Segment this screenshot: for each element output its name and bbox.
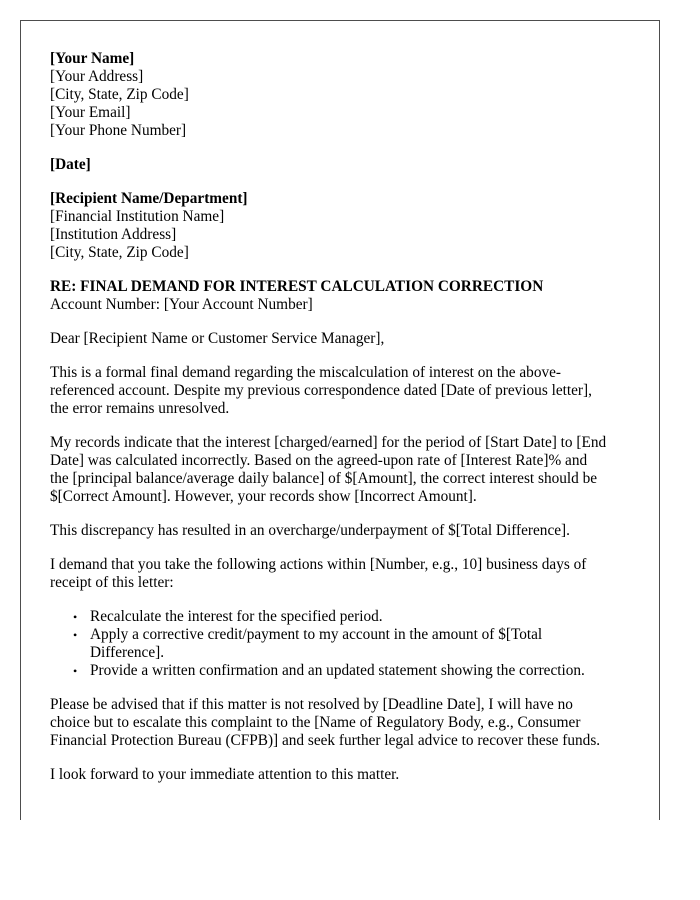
date-block bbox=[50, 156, 640, 174]
paragraph-demand bbox=[50, 556, 640, 592]
bullet-icon: • bbox=[73, 664, 78, 678]
paragraph-line: Financial Protection Bureau (CFPB)] and seek further legal advice to recover these funds. bbox=[50, 732, 601, 749]
account-number: Account Number: [Your Account Number] bbox=[50, 296, 313, 313]
paragraph-line: receipt of this letter: bbox=[50, 574, 174, 591]
letter-content bbox=[50, 50, 640, 784]
sender-email: [Your Email] bbox=[50, 104, 131, 121]
paragraph-line: Date] was calculated incorrectly. Based on the agreed-upon rate of [Interest Rate]% and bbox=[50, 452, 588, 469]
sender-block bbox=[50, 50, 640, 140]
paragraph-line: the [principal balance/average daily balance] of $[Amount], the correct interest should be bbox=[50, 470, 598, 487]
sender-name: [Your Name] bbox=[50, 50, 135, 67]
list-item-line: Recalculate the interest for the specified period. bbox=[90, 608, 383, 625]
salutation: Dear [Recipient Name or Customer Service Manager], bbox=[50, 330, 385, 347]
bullet-icon: • bbox=[73, 610, 78, 624]
sender-address: [Your Address] bbox=[50, 68, 144, 85]
list-item-line: Difference]. bbox=[90, 644, 165, 661]
sender-phone: [Your Phone Number] bbox=[50, 122, 187, 139]
subject-line: RE: FINAL DEMAND FOR INTEREST CALCULATION CORRECTION bbox=[50, 278, 544, 295]
list-item bbox=[73, 662, 640, 680]
letter-date: [Date] bbox=[50, 156, 91, 173]
actions-list bbox=[50, 608, 640, 680]
letter-page bbox=[20, 20, 660, 820]
paragraph-line: choice but to escalate this complaint to the [Name of Regulatory Body, e.g., Consumer bbox=[50, 714, 581, 731]
paragraph-line: referenced account. Despite my previous correspondence dated [Date of previous letter], bbox=[50, 382, 592, 399]
paragraph-line: This discrepancy has resulted in an overcharge/underpayment of $[Total Difference]. bbox=[50, 522, 570, 539]
paragraph-line: My records indicate that the interest [charged/earned] for the period of [Start Date] to [End bbox=[50, 434, 607, 451]
subject-block bbox=[50, 278, 640, 314]
paragraph-closing bbox=[50, 766, 640, 784]
paragraph-line: $[Correct Amount]. However, your records show [Incorrect Amount]. bbox=[50, 488, 477, 505]
recipient-name: [Recipient Name/Department] bbox=[50, 190, 248, 207]
paragraph-escalation bbox=[50, 696, 640, 750]
paragraph-line: the error remains unresolved. bbox=[50, 400, 230, 417]
paragraph-discrepancy bbox=[50, 522, 640, 540]
list-item-line: Apply a corrective credit/payment to my account in the amount of $[Total bbox=[90, 626, 543, 643]
list-item bbox=[73, 608, 640, 626]
recipient-institution: [Financial Institution Name] bbox=[50, 208, 225, 225]
paragraph-line: Please be advised that if this matter is not resolved by [Deadline Date], I will have no bbox=[50, 696, 573, 713]
recipient-city-state-zip: [City, State, Zip Code] bbox=[50, 244, 189, 261]
recipient-block bbox=[50, 190, 640, 262]
paragraph-records bbox=[50, 434, 640, 506]
sender-city-state-zip: [City, State, Zip Code] bbox=[50, 86, 189, 103]
paragraph-line: I demand that you take the following actions within [Number, e.g., 10] business days of bbox=[50, 556, 587, 573]
bullet-icon: • bbox=[73, 628, 78, 642]
paragraph-line: This is a formal final demand regarding the miscalculation of interest on the above- bbox=[50, 364, 562, 381]
list-item-line: Provide a written confirmation and an updated statement showing the correction. bbox=[90, 662, 585, 679]
paragraph-final-demand bbox=[50, 364, 640, 418]
paragraph-line: I look forward to your immediate attention to this matter. bbox=[50, 766, 400, 783]
recipient-address: [Institution Address] bbox=[50, 226, 177, 243]
list-item bbox=[73, 626, 640, 662]
